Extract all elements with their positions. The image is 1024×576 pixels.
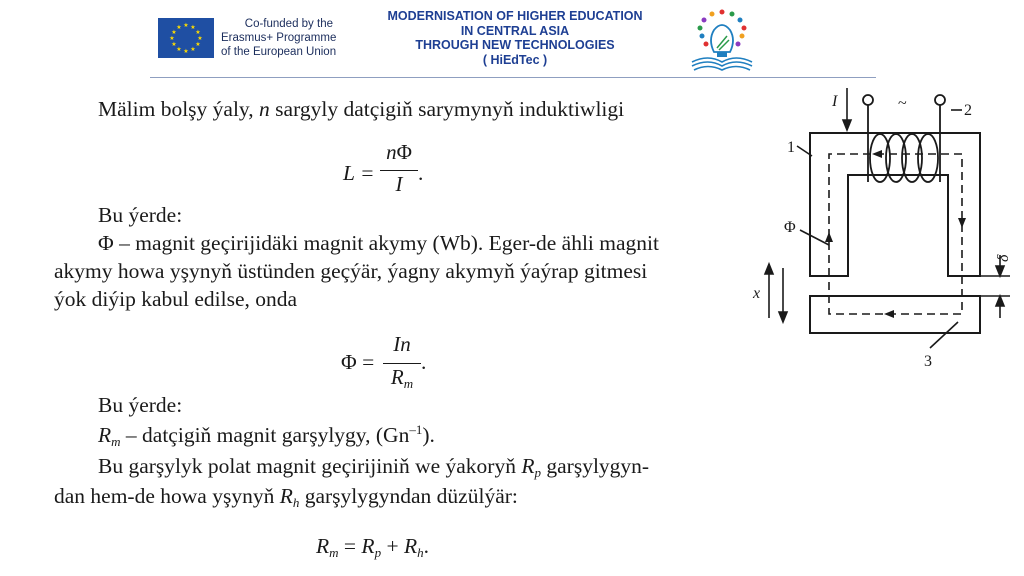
svg-text:★: ★ [197,35,203,42]
eu-line-2: Erasmus+ Programme [221,32,337,44]
garsylyk-1a: Bu garşylyk polat magnit geçirijiniň we ýakoryň [98,454,522,478]
slide-header [0,0,1024,80]
eq3-c-sub: h [417,545,424,560]
garsylyk-2a: dan hem-de howa yşynyň [54,484,280,508]
eq2-fraction [383,330,421,398]
rm-definition [98,421,435,449]
bu-yerde-1: Bu ýerde: [98,203,183,227]
leader-phi [800,230,829,245]
eu-cofunding-text [221,17,337,59]
flux-arrow-right-icon [958,218,966,228]
project-line-4: ( HiEdTec ) [482,52,548,67]
rh-var: R [279,484,293,508]
rm-end: ). [422,423,435,447]
garsylyk-1b: garşylygyn- [541,454,650,478]
eu-line-3: of the European Union [221,46,337,58]
eq3 [316,532,429,560]
hiedtec-logo-icon [686,6,758,72]
flux-arrow-left-icon [825,232,833,242]
eq3-c: R [403,534,418,558]
project-line-1: MODERNISATION OF HIGHER EDUCATION [387,9,643,23]
label-2: 2 [964,102,972,119]
svg-text:★: ★ [171,41,177,48]
svg-text:★: ★ [190,24,196,31]
label-current: I [832,93,838,110]
svg-text:★: ★ [176,46,182,53]
project-title [356,9,674,67]
eq1-period: . [418,161,424,185]
project-line-2: IN CENTRAL ASIA [460,23,570,38]
svg-text:★: ★ [169,35,175,42]
current-arrow-icon [843,120,851,130]
eu-line-1: Co-funded by the [244,18,333,30]
garsylyk-2b: garşylygyndan düzülýär: [299,484,518,508]
rm-sub: m [111,434,121,449]
eq3-end: . [423,534,429,558]
bu-yerde-2: Bu ýerde: [98,393,183,417]
svg-text:★: ★ [190,46,196,53]
inductive-sensor-diagram [742,82,1012,382]
eq3-b-sub: p [374,545,382,560]
eq2-den-var: R [390,365,404,389]
eq3-plus: + [381,534,404,558]
rp-var: R [521,454,535,478]
eu-flag-icon [158,18,214,58]
label-3: 3 [924,353,932,370]
intro-text-rest: sargyly datçigiň sarymynyň induktiwligi [269,97,625,121]
eq3-a: R [316,534,330,558]
rm-sup: –1 [409,422,423,437]
rh-sub: h [292,495,300,510]
x-arrow-up-icon [765,264,773,274]
rm-var: R [98,423,112,447]
garsylyk-line-2 [54,482,518,510]
eq3-a-sub: m [329,545,339,560]
intro-var-n: n [259,97,270,121]
eq2-denominator [383,365,421,390]
eq1-num-var: n [386,140,397,164]
eq1-denominator: I [395,172,403,196]
garsylyk-line-1 [98,452,649,480]
eq1-fraction [380,138,418,200]
label-tilde: ~ [898,95,907,112]
eq3-b: R [361,534,375,558]
svg-text:★: ★ [183,48,189,55]
label-1: 1 [787,139,795,156]
intro-text: Mälim bolşy ýaly, [98,97,260,121]
eq1-numerator [380,140,418,165]
leader-3 [930,322,958,348]
phi-definition-line-2: akymy howa yşynyň üstünden geçýär, ýagny akymyň ýaýrap gitmesi [54,259,648,283]
x-arrow-down-icon [779,312,787,322]
header-divider [150,77,876,78]
label-phi: Φ [784,219,796,236]
svg-text:★: ★ [195,29,201,36]
flux-arrow-bottom-icon [884,310,894,318]
eq1-lhs-var: L [343,161,355,185]
phi-definition-line-3: ýok diýip kabul edilse, onda [54,287,298,311]
eq3-eq: = [338,534,362,558]
eq2-lhs-sym: Φ [341,350,357,374]
svg-text:★: ★ [171,29,177,36]
label-x: x [753,285,761,302]
project-line-3: THROUGH NEW TECHNOLOGIES [415,38,615,52]
eq2-period: . [421,350,427,374]
eq1-lhs: L = [343,161,375,185]
eq1-num-sym: Φ [396,140,412,164]
rp-sub: p [534,465,541,480]
eq2-lhs: Φ = [341,350,375,374]
svg-text:★: ★ [176,24,182,31]
phi-definition-line-1: Φ – magnit geçirijidäki magnit akymy (Wb). Eger-de ähli magnit [98,231,659,255]
svg-text:★: ★ [183,22,189,29]
eq2-den-sub: m [403,376,414,391]
rm-text: – datçigiň magnit garşylygy, (Gn [120,423,410,447]
svg-text:★: ★ [195,41,201,48]
label-delta: δ [995,254,1012,262]
flux-arrow-top-icon [872,150,882,158]
intro-sentence [98,95,624,123]
eq2-numerator: In [393,332,411,356]
